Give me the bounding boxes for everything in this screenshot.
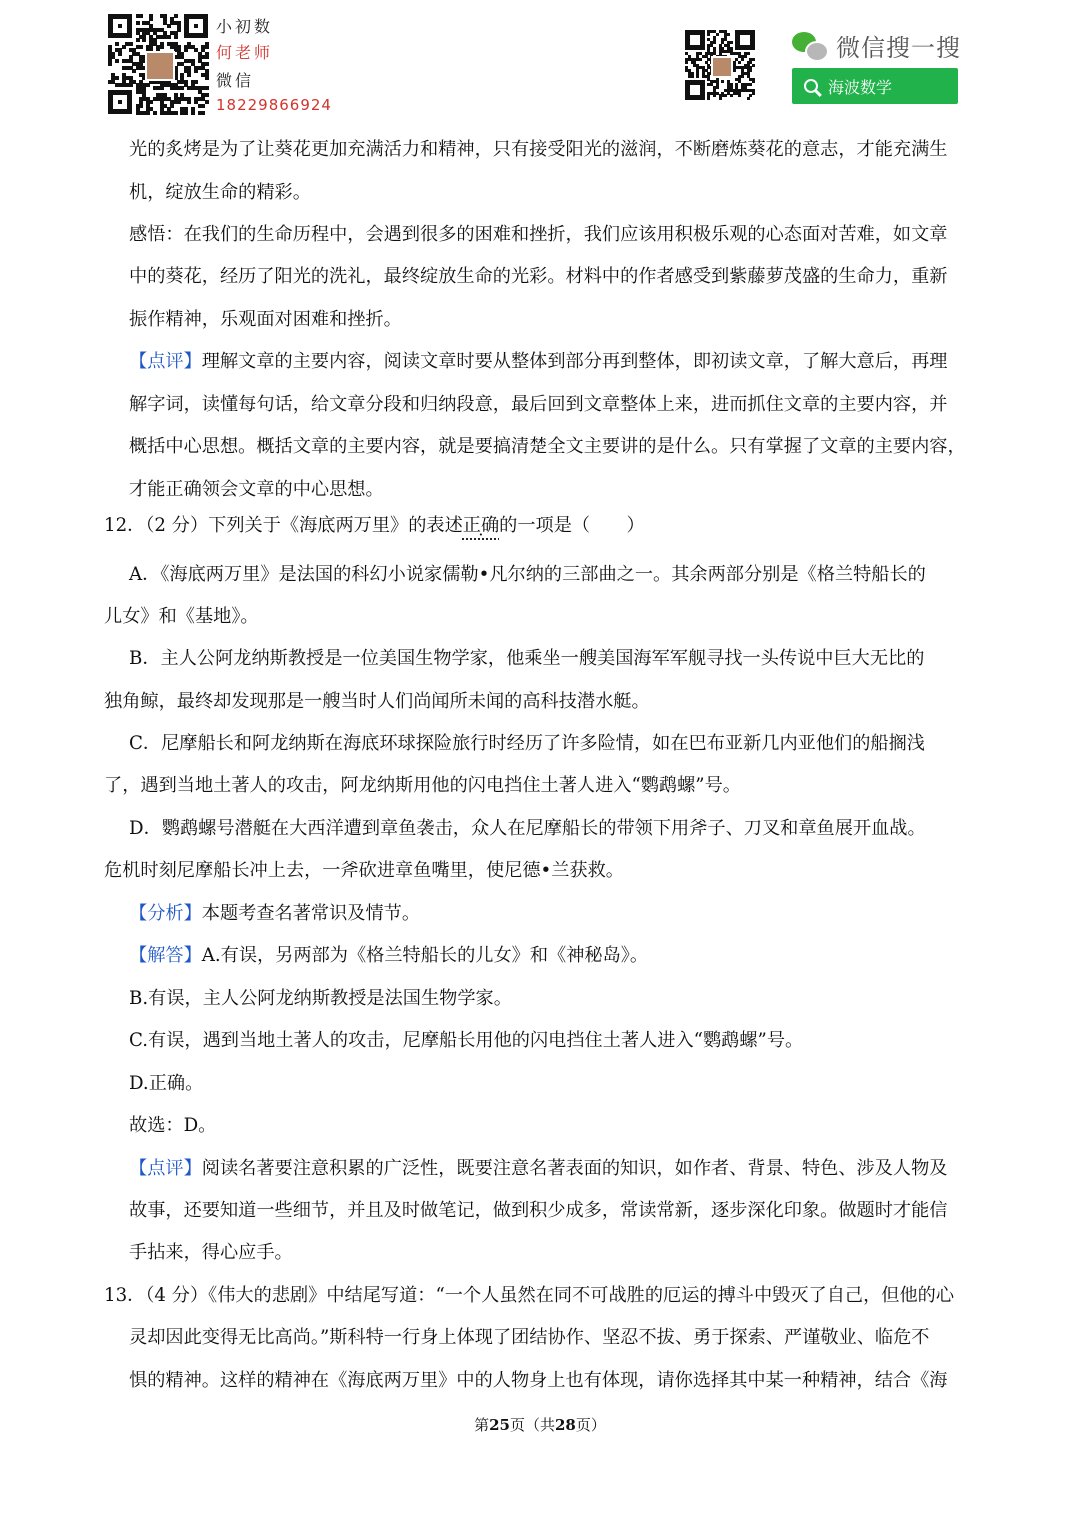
text-line: 振作精神，乐观面对困难和挫折。 xyxy=(129,309,402,330)
comment-tag: 【点评】 xyxy=(129,1158,202,1179)
question-12-stem: 12．（2 分）下列关于《海底两万里》的表述正确的一项是（ ） xyxy=(104,515,645,536)
wechat-brand xyxy=(792,28,961,63)
option-a-line-1: A．《海底两万里》是法国的科幻小说家儒勒•凡尔纳的三部曲之一。其余两部分别是《格兰特船长的 xyxy=(129,564,926,585)
question-13-stem: 13．（4 分）《伟大的悲剧》中结尾写道：“一个人虽然在同不可战胜的厄运的搏斗中毁灭了自己，但他的心 xyxy=(104,1285,955,1306)
handwriting-line-1: 小初数 xyxy=(216,17,274,36)
page-footer: 第25页（共28页） xyxy=(474,1416,606,1434)
text-line: 惧的精神。这样的精神在《海底两万里》中的人物身上也有体现，请你选择其中某一种精神，结合《海 xyxy=(129,1370,948,1391)
page-number: 25 xyxy=(489,1416,510,1434)
text-line: 故事，还要知道一些细节，并且及时做笔记，做到积少成多，常读常新，逐步深化印象。做题时才能信 xyxy=(129,1200,948,1221)
option-d-line-1: D．鹦鹉螺号潜艇在大西洋遭到章鱼袭击，众人在尼摩船长的带领下用斧子、刀叉和章鱼展开血战。 xyxy=(129,818,926,839)
analysis-paragraph: 【分析】本题考查名著常识及情节。 xyxy=(129,903,421,924)
handwriting-line-3: 微信 xyxy=(216,71,255,90)
option-b-line-1: B．主人公阿龙纳斯教授是一位美国生物学家，他乘坐一艘美国海军军舰寻找一头传说中巨大无比的 xyxy=(129,648,925,669)
wechat-icon xyxy=(792,32,826,60)
text-line: 概括中心思想。概括文章的主要内容，就是要搞清楚全文主要讲的是什么。只有掌握了文章的主要内容， xyxy=(129,436,966,457)
comment-text: 理解文章的主要内容，阅读文章时要从整体到部分再到整体，即初读文章，了解大意后，再理 xyxy=(201,351,948,372)
text-line: 机，绽放生命的精彩。 xyxy=(129,182,311,203)
comment-paragraph xyxy=(129,349,947,375)
qr-code-left xyxy=(108,14,208,114)
option-c-line-1: C．尼摩船长和阿龙纳斯在海底环球探险旅行时经历了许多险情，如在巴布亚新几内亚他们的船搁浅 xyxy=(129,733,925,754)
qr-code-right xyxy=(685,30,755,100)
text-line: 光的炙烤是为了让葵花更加充满活力和精神，只有接受阳光的滋润，不断磨炼葵花的意志，才能充满生 xyxy=(129,139,948,160)
analysis-tag: 【分析】 xyxy=(129,903,202,924)
option-d-line-2: 危机时刻尼摩船长冲上去，一斧砍进章鱼嘴里，使尼德•兰获救。 xyxy=(104,860,624,881)
text-line: 才能正确领会文章的中心思想。 xyxy=(129,479,384,500)
text-line: 中的葵花，经历了阳光的洗礼，最终绽放生命的光彩。材料中的作者感受到紫藤萝茂盛的生命力，重新 xyxy=(129,266,948,287)
answer-line: B.有误，主人公阿龙纳斯教授是法国生物学家。 xyxy=(129,988,512,1009)
handwriting-phone: 18229866924 xyxy=(216,96,332,114)
comment-tag: 【点评】 xyxy=(129,351,202,372)
answer-tag: 【解答】 xyxy=(129,945,202,966)
wechat-search-title: 微信搜一搜 xyxy=(836,34,961,62)
answer-paragraph: 【解答】A.有误，另两部为《格兰特船长的儿女》和《神秘岛》。 xyxy=(129,945,649,966)
handwriting-line-2: 何老师 xyxy=(216,43,274,62)
text-line: 感悟：在我们的生命历程中，会遇到很多的困难和挫折，我们应该用积极乐观的心态面对苦难，如文章 xyxy=(129,224,948,245)
text-line: 手拈来，得心应手。 xyxy=(129,1242,293,1263)
text-line: 灵却因此变得无比高尚。”斯科特一行身上体现了团结协作、坚忍不拔、勇于探索、严谨敬业、临危不 xyxy=(129,1327,930,1348)
search-label: 海波数学 xyxy=(828,77,893,97)
answer-line: C.有误，遇到当地土著人的攻击，尼摩船长用他的闪电挡住土著人进入“鹦鹉螺”号。 xyxy=(129,1030,804,1051)
option-a-line-2: 儿女》和《基地》。 xyxy=(104,606,259,627)
text-line: 解字词，读懂每句话，给文章分段和归纳段意，最后回到文章整体上来，进而抓住文章的主要内容，并 xyxy=(129,394,948,415)
page-total: 28 xyxy=(555,1416,576,1434)
search-icon xyxy=(804,79,818,93)
answer-line: 故选：D。 xyxy=(129,1115,217,1136)
emphasis-text: 正确 xyxy=(462,515,500,536)
search-button[interactable] xyxy=(792,68,958,104)
option-c-line-2: 了，遇到当地土著人的攻击，阿龙纳斯用他的闪电挡住土著人进入“鹦鹉螺”号。 xyxy=(104,775,741,796)
comment-paragraph: 【点评】阅读名著要注意积累的广泛性，既要注意名著表面的知识，如作者、背景、特色、涉及人物及 xyxy=(129,1158,948,1179)
option-b-line-2: 独角鲸，最终却发现那是一艘当时人们尚闻所未闻的高科技潜水艇。 xyxy=(104,691,650,712)
answer-line: D.正确。 xyxy=(129,1073,204,1094)
